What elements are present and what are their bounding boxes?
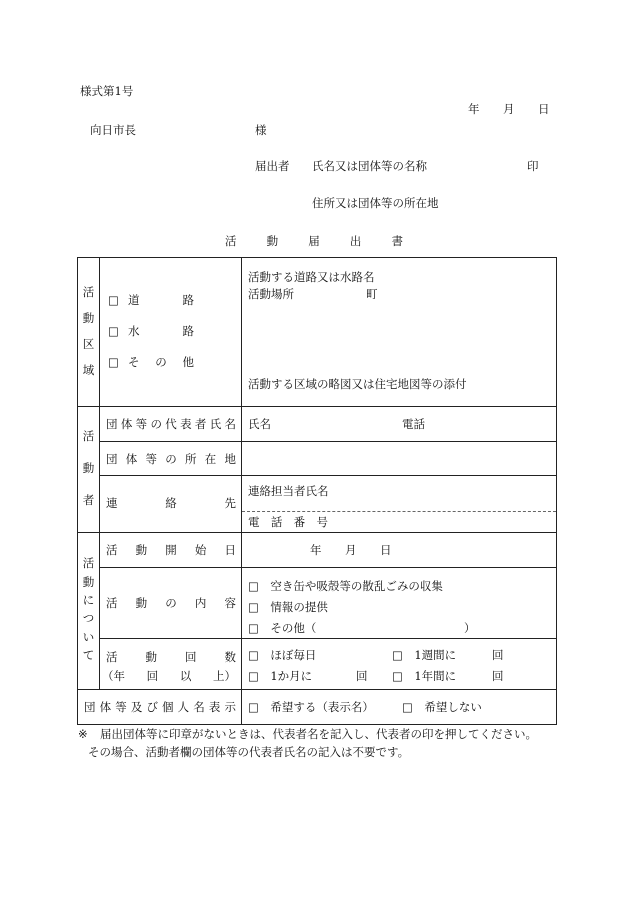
count-option-daily[interactable]: □ ほぼ毎日 — [248, 648, 317, 662]
submitter-name-label: 氏名又は団体等の名称 — [312, 159, 427, 173]
count-label-cell: 活 動 回 数 （年 回 以 上） — [100, 639, 242, 690]
content-other-close: ） — [464, 621, 476, 635]
count-weekly-unit: 回 — [492, 648, 504, 662]
note-line-1: 届出団体等に印章がないときは、代表者名を記入し、代表者の印を押してください。 — [100, 727, 537, 741]
actor-label-cell — [78, 407, 100, 533]
display-option-no[interactable]: □ 希望しない — [402, 700, 482, 714]
actor-contact-row — [78, 476, 557, 533]
note-mark: ※ — [78, 727, 88, 741]
form-number: 様式第1号 — [80, 84, 134, 98]
addressee: 向日市長 — [90, 123, 136, 137]
area-label-char: 域 — [82, 363, 95, 378]
date-month-label: 月 — [503, 102, 515, 116]
content-field — [242, 568, 557, 639]
date-year-label: 年 — [468, 102, 480, 116]
submitter-label: 届出者 — [255, 159, 290, 173]
actor-rep-row — [78, 407, 557, 442]
note-line-2: その場合、活動者欄の団体等の代表者氏名の記入は不要です。 — [88, 745, 410, 759]
start-date-field[interactable] — [242, 533, 557, 568]
actor-label-char: 動 — [82, 461, 95, 476]
start-month-label: 月 — [345, 543, 357, 557]
honorific: 様 — [255, 123, 267, 137]
count-option-weekly[interactable]: □ 1週間に — [392, 648, 457, 662]
title-char: 出 — [349, 234, 362, 248]
about-label-cell: 活 動 に つ い て — [78, 533, 100, 690]
group-address-label-cell: 団 体 等 の 所 在 地 — [100, 442, 242, 476]
content-option-other[interactable]: □ その他（ — [248, 621, 317, 635]
area-option-other[interactable]: □ そ の 他 — [108, 355, 194, 369]
area-row — [78, 258, 557, 407]
group-address-field[interactable] — [242, 442, 557, 476]
form-title — [225, 236, 403, 248]
display-row — [78, 690, 557, 725]
start-day-label: 日 — [380, 543, 392, 557]
contact-person-label: 連絡担当者氏名 — [248, 484, 329, 498]
display-field — [242, 690, 557, 725]
area-option-waterway[interactable]: □ 水 路 — [108, 324, 194, 338]
count-row — [78, 639, 557, 690]
rep-phone-label: 電話 — [402, 417, 425, 431]
count-monthly-unit: 回 — [356, 669, 368, 683]
date-day-label: 日 — [538, 102, 550, 116]
area-option-road[interactable]: □ 道 路 — [108, 293, 194, 307]
checkbox-icon: □ — [108, 293, 119, 307]
map-attachment-note: 活動する区域の略図又は住宅地図等の添付 — [248, 377, 467, 391]
count-yearly-unit: 回 — [492, 669, 504, 683]
contact-field[interactable] — [242, 476, 557, 533]
content-row — [78, 568, 557, 639]
title-char: 動 — [266, 234, 279, 248]
start-date-label-cell: 活 動 開 始 日 — [100, 533, 242, 568]
actor-address-row — [78, 442, 557, 476]
checkbox-icon: □ — [108, 355, 119, 369]
town-label: 町 — [366, 287, 378, 301]
title-char: 書 — [391, 234, 403, 248]
notification-form-table — [77, 257, 557, 725]
start-date-row — [78, 533, 557, 568]
checkbox-icon: □ — [108, 324, 119, 338]
rep-name-field[interactable] — [242, 407, 557, 442]
area-label-char: 動 — [82, 311, 95, 326]
place-label: 活動場所 — [248, 287, 294, 301]
actor-label-char: 者 — [82, 493, 95, 508]
area-type-cell — [100, 258, 242, 407]
submitter-address-label: 住所又は団体等の所在地 — [312, 196, 439, 210]
road-name-label: 活動する道路又は水路名 — [248, 270, 375, 284]
seal-mark: 印 — [527, 159, 539, 173]
content-label-cell: 活 動 の 内 容 — [100, 568, 242, 639]
contact-label-cell: 連 絡 先 — [100, 476, 242, 533]
title-char: 活 — [225, 234, 237, 248]
display-option-yes[interactable]: □ 希望する（表示名） — [248, 700, 374, 714]
contact-divider — [242, 511, 556, 512]
area-detail-cell[interactable] — [242, 258, 557, 407]
start-year-label: 年 — [310, 543, 322, 557]
rep-name-label: 氏名 — [248, 417, 271, 431]
count-option-monthly[interactable]: □ 1か月に — [248, 669, 313, 683]
count-option-yearly[interactable]: □ 1年間に — [392, 669, 457, 683]
phone-number-label: 電 話 番 号 — [248, 515, 328, 529]
count-field — [242, 639, 557, 690]
display-label-cell: 団 体 等 及 び 個 人 名 表 示 — [78, 690, 242, 725]
content-option-info[interactable]: □ 情報の提供 — [248, 600, 328, 614]
rep-name-label-cell: 団 体 等 の 代 表 者 氏 名 — [100, 407, 242, 442]
content-option-litter[interactable]: □ 空き缶や吸殻等の散乱ごみの収集 — [248, 579, 443, 593]
area-label-cell — [78, 258, 100, 407]
title-char: 届 — [308, 234, 320, 248]
actor-label-char: 活 — [82, 429, 95, 444]
area-label-char: 区 — [82, 337, 95, 352]
area-label-char: 活 — [82, 285, 95, 300]
